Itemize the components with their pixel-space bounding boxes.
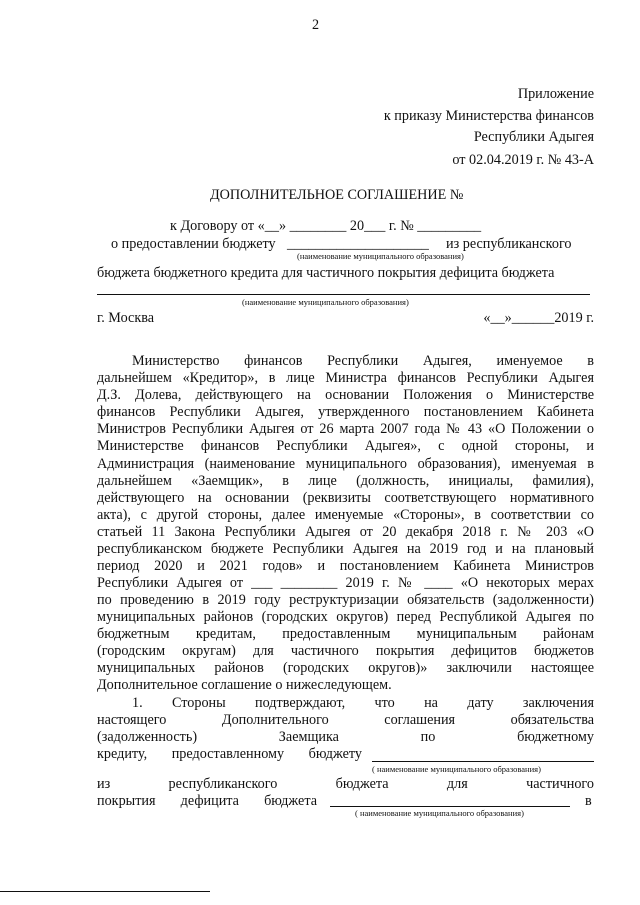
header-line-order: к приказу Министерства финансов	[383, 108, 594, 124]
clause-line: из республиканского бюджета для частичного	[97, 776, 594, 792]
body-line: республиканском бюджете Республики Адыгея на 2019 год и на плановый	[97, 541, 594, 557]
body-line: дальнейшем «Кредитор», в лице Министра финансов Республики Адыгея	[97, 370, 594, 386]
caption-municipality-1: (наименование муниципального образования)	[297, 251, 464, 261]
body-line: финансов Республики Адыгея, утвержденного постановлением Кабинета	[97, 404, 594, 420]
body-line: период 2020 и 2021 годов» и постановлением Кабинета Министров	[97, 558, 594, 574]
subtitle-budget-line: бюджета бюджетного кредита для частичного покрытия дефицита бюджета	[97, 265, 555, 281]
body-line: статьей 11 Закона Республики Адыгея от 20 декабря 2018 г. № 203 «О	[97, 524, 594, 540]
place-of-signing: г. Москва	[97, 310, 155, 326]
municipality-underline	[97, 294, 590, 295]
caption-municipality-2: (наименование муниципального образования)	[242, 297, 409, 307]
document-title: ДОПОЛНИТЕЛЬНОЕ СОГЛАШЕНИЕ №	[210, 187, 464, 203]
body-line: муниципальных районов (городских округов) перед Республикой Адыгея по	[97, 609, 594, 625]
subtitle-provision-suffix: из республиканского	[446, 236, 572, 252]
caption-municipality-4: ( наименование муниципального образования)	[355, 808, 524, 818]
clause-line-suffix: в	[585, 793, 592, 809]
body-line: Республики Адыгея от ___ ________ 2019 г. № ____ «О некоторых мерах	[97, 575, 594, 591]
body-line: Министров Республики Адыгея от 26 марта 2007 года № 43 «О Положении о	[97, 421, 594, 437]
body-line: бюджетным кредитам, предоставленным муниципальным районам	[97, 626, 594, 642]
clause-line-prefix: покрытия дефицита бюджета	[97, 793, 317, 809]
header-line-republic: Республики Адыгея	[473, 129, 594, 145]
body-line: Министерстве финансов Республики Адыгея», с одной стороны, и	[97, 438, 594, 454]
signing-date: «__»______2019 г.	[483, 310, 594, 326]
body-line: дальнейшем «Заемщик», в лице (должность, инициалы, фамилия),	[97, 473, 594, 489]
header-line-date: от 02.04.2019 г. № 43-А	[452, 152, 594, 168]
body-line: Д.З. Долева, действующего на основании Положения о Министерстве	[97, 387, 594, 403]
clause-line: кредиту, предоставленному бюджету	[97, 746, 362, 762]
page-number: 2	[312, 17, 320, 33]
clause-line: (задолженность) Заемщика по бюджетному	[97, 729, 594, 745]
body-line: по проведению в 2019 году реструктуризации обязательств (задолженности)	[97, 592, 594, 608]
clause-line: настоящего Дополнительного соглашения обязательства	[97, 712, 594, 728]
footnote-separator	[0, 891, 210, 892]
subtitle-provision-blank: ____________________	[287, 236, 429, 252]
body-line: муниципальных районов (городских округов)» заключили настоящее	[97, 660, 594, 676]
subtitle-contract-line: к Договору от «__» ________ 20___ г. № _________	[170, 218, 482, 234]
body-line: Дополнительное соглашение о нижеследующем.	[97, 677, 392, 693]
municipality-underline	[372, 761, 594, 762]
caption-municipality-3: ( наименование муниципального образования)	[372, 764, 541, 774]
body-line: Администрация (наименование муниципального образования), именуемая в	[97, 456, 594, 472]
body-line: акта), с другой стороны, далее именуемые «Стороны», в соответствии со	[97, 507, 594, 523]
header-line-appendix: Приложение	[517, 86, 594, 102]
municipality-underline	[330, 806, 570, 807]
subtitle-provision-prefix: о предоставлении бюджету	[111, 236, 276, 252]
body-line: действующего на основании (реквизиты соответствующего нормативного	[97, 490, 594, 506]
body-line: Министерство финансов Республики Адыгея, именуемое в	[132, 353, 594, 369]
clause-line: 1. Стороны подтверждают, что на дату заключения	[132, 695, 594, 711]
body-line: (городским округам) для частичного покрытия дефицитов бюджетов	[97, 643, 594, 659]
